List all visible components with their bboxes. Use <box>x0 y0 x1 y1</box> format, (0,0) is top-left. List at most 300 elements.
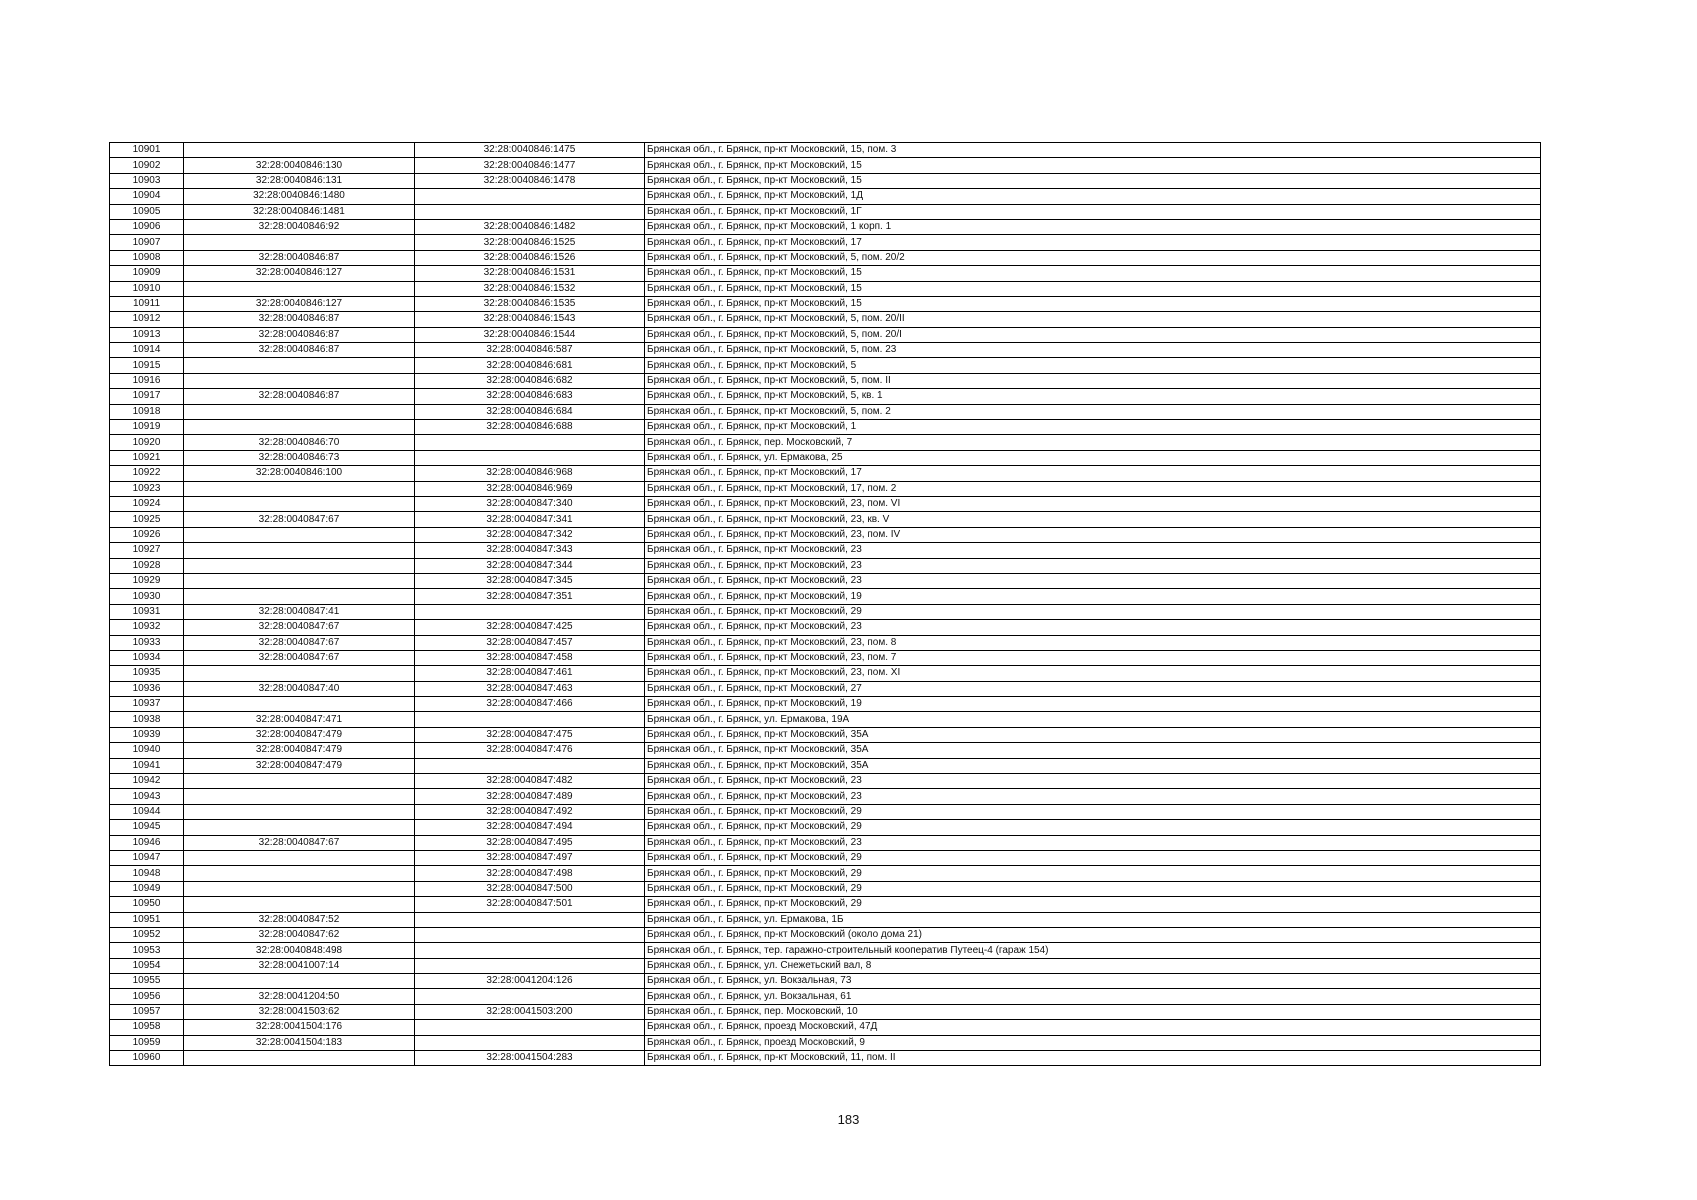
address-cell: Брянская обл., г. Брянск, пр-кт Московский, 15 <box>645 173 1541 188</box>
cadastral-number-cell <box>184 866 415 881</box>
table-row <box>110 389 1541 404</box>
row-number-cell: 10928 <box>110 558 184 573</box>
address-cell: Брянская обл., г. Брянск, пр-кт Московский, 19 <box>645 697 1541 712</box>
table-row <box>110 312 1541 327</box>
table-row <box>110 758 1541 773</box>
cadastral-number-cell: 32:28:0040847:67 <box>184 835 415 850</box>
row-number-cell: 10917 <box>110 389 184 404</box>
row-number-cell: 10939 <box>110 727 184 742</box>
row-number-cell: 10946 <box>110 835 184 850</box>
table-row <box>110 1020 1541 1035</box>
address-cell: Брянская обл., г. Брянск, ул. Вокзальная, 73 <box>645 974 1541 989</box>
address-cell: Брянская обл., г. Брянск, пр-кт Московский, 27 <box>645 681 1541 696</box>
row-number-cell: 10914 <box>110 343 184 358</box>
row-number-cell: 10904 <box>110 189 184 204</box>
table-row <box>110 943 1541 958</box>
cadastral-number-cell <box>184 143 415 158</box>
row-number-cell: 10949 <box>110 881 184 896</box>
object-cadastral-number-cell: 32:28:0040847:351 <box>415 589 645 604</box>
table-row <box>110 927 1541 942</box>
row-number-cell: 10925 <box>110 512 184 527</box>
object-cadastral-number-cell: 32:28:0040846:681 <box>415 358 645 373</box>
object-cadastral-number-cell: 32:28:0040847:340 <box>415 496 645 511</box>
row-number-cell: 10929 <box>110 573 184 588</box>
address-cell: Брянская обл., г. Брянск, пр-кт Московский, 17 <box>645 466 1541 481</box>
row-number-cell: 10906 <box>110 219 184 234</box>
object-cadastral-number-cell: 32:28:0040847:476 <box>415 743 645 758</box>
row-number-cell: 10907 <box>110 235 184 250</box>
table-row <box>110 527 1541 542</box>
table-row <box>110 712 1541 727</box>
cadastral-number-cell: 32:28:0040846:87 <box>184 327 415 342</box>
table-row <box>110 820 1541 835</box>
table-row <box>110 327 1541 342</box>
cadastral-number-cell: 32:28:0040847:67 <box>184 620 415 635</box>
address-cell: Брянская обл., г. Брянск, пр-кт Московский, 29 <box>645 881 1541 896</box>
table-row <box>110 358 1541 373</box>
cadastral-number-cell: 32:28:0040847:471 <box>184 712 415 727</box>
object-cadastral-number-cell <box>415 758 645 773</box>
object-cadastral-number-cell <box>415 450 645 465</box>
cadastral-number-cell: 32:28:0040846:1481 <box>184 204 415 219</box>
cadastral-number-cell: 32:28:0040846:1480 <box>184 189 415 204</box>
address-cell: Брянская обл., г. Брянск, пр-кт Московский, 29 <box>645 866 1541 881</box>
object-cadastral-number-cell: 32:28:0040846:1525 <box>415 235 645 250</box>
cadastral-number-cell <box>184 789 415 804</box>
row-number-cell: 10901 <box>110 143 184 158</box>
cadastral-number-cell: 32:28:0040847:67 <box>184 650 415 665</box>
row-number-cell: 10956 <box>110 989 184 1004</box>
object-cadastral-number-cell <box>415 189 645 204</box>
table-row <box>110 620 1541 635</box>
document-sheet <box>109 142 1540 1066</box>
row-number-cell: 10941 <box>110 758 184 773</box>
table-row <box>110 1051 1541 1066</box>
cadastral-number-cell: 32:28:0041504:176 <box>184 1020 415 1035</box>
address-cell: Брянская обл., г. Брянск, пр-кт Московский, 5, пом. II <box>645 373 1541 388</box>
table-row <box>110 404 1541 419</box>
cadastral-number-cell: 32:28:0040846:127 <box>184 296 415 311</box>
table-row <box>110 850 1541 865</box>
object-cadastral-number-cell: 32:28:0040846:1544 <box>415 327 645 342</box>
table-row <box>110 296 1541 311</box>
row-number-cell: 10924 <box>110 496 184 511</box>
table-row <box>110 743 1541 758</box>
address-cell: Брянская обл., г. Брянск, ул. Ермакова, 19А <box>645 712 1541 727</box>
object-cadastral-number-cell: 32:28:0041204:126 <box>415 974 645 989</box>
cadastral-number-cell <box>184 589 415 604</box>
table-row <box>110 866 1541 881</box>
row-number-cell: 10958 <box>110 1020 184 1035</box>
row-number-cell: 10921 <box>110 450 184 465</box>
object-cadastral-number-cell: 32:28:0040847:458 <box>415 650 645 665</box>
table-row <box>110 774 1541 789</box>
row-number-cell: 10948 <box>110 866 184 881</box>
cadastral-number-cell <box>184 897 415 912</box>
table-row <box>110 143 1541 158</box>
table-row <box>110 189 1541 204</box>
object-cadastral-number-cell <box>415 958 645 973</box>
table-row <box>110 204 1541 219</box>
cadastral-number-cell: 32:28:0040846:87 <box>184 250 415 265</box>
table-row <box>110 635 1541 650</box>
table-row <box>110 589 1541 604</box>
row-number-cell: 10908 <box>110 250 184 265</box>
address-cell: Брянская обл., г. Брянск, пр-кт Московский, 1Г <box>645 204 1541 219</box>
row-number-cell: 10909 <box>110 266 184 281</box>
object-cadastral-number-cell: 32:28:0040846:684 <box>415 404 645 419</box>
cadastral-number-cell: 32:28:0040846:87 <box>184 389 415 404</box>
cadastral-number-cell <box>184 1051 415 1066</box>
row-number-cell: 10932 <box>110 620 184 635</box>
address-cell: Брянская обл., г. Брянск, пр-кт Московский, 1Д <box>645 189 1541 204</box>
row-number-cell: 10910 <box>110 281 184 296</box>
cadastral-number-cell: 32:28:0040848:498 <box>184 943 415 958</box>
row-number-cell: 10959 <box>110 1035 184 1050</box>
address-cell: Брянская обл., г. Брянск, пр-кт Московский, 29 <box>645 897 1541 912</box>
cadastral-number-cell: 32:28:0040847:479 <box>184 743 415 758</box>
row-number-cell: 10930 <box>110 589 184 604</box>
address-cell: Брянская обл., г. Брянск, тер. гаражно-строительный кооператив Путеец-4 (гараж 154) <box>645 943 1541 958</box>
row-number-cell: 10943 <box>110 789 184 804</box>
row-number-cell: 10955 <box>110 974 184 989</box>
address-cell: Брянская обл., г. Брянск, пр-кт Московский, 29 <box>645 604 1541 619</box>
object-cadastral-number-cell: 32:28:0040846:688 <box>415 420 645 435</box>
address-cell: Брянская обл., г. Брянск, пр-кт Московский, 15 <box>645 158 1541 173</box>
cadastral-number-cell: 32:28:0040846:87 <box>184 312 415 327</box>
cadastral-number-cell <box>184 496 415 511</box>
address-cell: Брянская обл., г. Брянск, пр-кт Московский, 17 <box>645 235 1541 250</box>
table-row <box>110 235 1541 250</box>
object-cadastral-number-cell <box>415 989 645 1004</box>
table-row <box>110 573 1541 588</box>
object-cadastral-number-cell: 32:28:0040847:501 <box>415 897 645 912</box>
table-row <box>110 250 1541 265</box>
object-cadastral-number-cell <box>415 435 645 450</box>
row-number-cell: 10913 <box>110 327 184 342</box>
row-number-cell: 10916 <box>110 373 184 388</box>
cadastral-number-cell: 32:28:0040846:73 <box>184 450 415 465</box>
address-cell: Брянская обл., г. Брянск, пр-кт Московский, 23, пом. 8 <box>645 635 1541 650</box>
address-cell: Брянская обл., г. Брянск, ул. Ермакова, 25 <box>645 450 1541 465</box>
address-cell: Брянская обл., г. Брянск, проезд Московский, 9 <box>645 1035 1541 1050</box>
row-number-cell: 10935 <box>110 666 184 681</box>
object-cadastral-number-cell: 32:28:0040847:466 <box>415 697 645 712</box>
object-cadastral-number-cell: 32:28:0041504:283 <box>415 1051 645 1066</box>
address-cell: Брянская обл., г. Брянск, пр-кт Московский, 29 <box>645 820 1541 835</box>
table-row <box>110 650 1541 665</box>
address-cell: Брянская обл., г. Брянск, пр-кт Московский, 1 корп. 1 <box>645 219 1541 234</box>
address-cell: Брянская обл., г. Брянск, ул. Снежетьский вал, 8 <box>645 958 1541 973</box>
cadastral-number-cell <box>184 404 415 419</box>
object-cadastral-number-cell: 32:28:0040847:344 <box>415 558 645 573</box>
address-cell: Брянская обл., г. Брянск, пр-кт Московский, 23 <box>645 789 1541 804</box>
address-cell: Брянская обл., г. Брянск, пр-кт Московский, 35А <box>645 743 1541 758</box>
object-cadastral-number-cell: 32:28:0040846:1531 <box>415 266 645 281</box>
address-cell: Брянская обл., г. Брянск, пр-кт Московский, 23, пом. XI <box>645 666 1541 681</box>
cadastral-number-cell <box>184 820 415 835</box>
cadastral-number-cell: 32:28:0040847:67 <box>184 512 415 527</box>
row-number-cell: 10952 <box>110 927 184 942</box>
cadastral-number-cell <box>184 527 415 542</box>
address-cell: Брянская обл., г. Брянск, пер. Московский, 10 <box>645 1004 1541 1019</box>
address-cell: Брянская обл., г. Брянск, пр-кт Московский, 11, пом. II <box>645 1051 1541 1066</box>
row-number-cell: 10905 <box>110 204 184 219</box>
address-cell: Брянская обл., г. Брянск, пр-кт Московский, 5, пом. 23 <box>645 343 1541 358</box>
row-number-cell: 10912 <box>110 312 184 327</box>
object-cadastral-number-cell: 32:28:0040847:461 <box>415 666 645 681</box>
cadastral-number-cell: 32:28:0040846:92 <box>184 219 415 234</box>
table-row <box>110 958 1541 973</box>
cadastral-number-cell: 32:28:0040847:40 <box>184 681 415 696</box>
cadastral-number-cell: 32:28:0040847:41 <box>184 604 415 619</box>
address-cell: Брянская обл., г. Брянск, пр-кт Московский, 5, пом. 20/2 <box>645 250 1541 265</box>
address-cell: Брянская обл., г. Брянск, ул. Ермакова, 1Б <box>645 912 1541 927</box>
row-number-cell: 10927 <box>110 543 184 558</box>
row-number-cell: 10919 <box>110 420 184 435</box>
cadastral-number-cell <box>184 573 415 588</box>
object-cadastral-number-cell <box>415 927 645 942</box>
object-cadastral-number-cell: 32:28:0040846:1543 <box>415 312 645 327</box>
object-cadastral-number-cell: 32:28:0040846:969 <box>415 481 645 496</box>
address-cell: Брянская обл., г. Брянск, пр-кт Московский, 23, пом. VI <box>645 496 1541 511</box>
object-cadastral-number-cell: 32:28:0040846:1526 <box>415 250 645 265</box>
records-table <box>109 142 1541 1066</box>
address-cell: Брянская обл., г. Брянск, пр-кт Московский, 23, пом. 7 <box>645 650 1541 665</box>
row-number-cell: 10954 <box>110 958 184 973</box>
address-cell: Брянская обл., г. Брянск, пр-кт Московский, 15, пом. 3 <box>645 143 1541 158</box>
address-cell: Брянская обл., г. Брянск, пр-кт Московский, 15 <box>645 296 1541 311</box>
table-row <box>110 481 1541 496</box>
cadastral-number-cell: 32:28:0040846:70 <box>184 435 415 450</box>
table-row <box>110 343 1541 358</box>
address-cell: Брянская обл., г. Брянск, пр-кт Московский, 23 <box>645 774 1541 789</box>
address-cell: Брянская обл., г. Брянск, пр-кт Московский, 35А <box>645 727 1541 742</box>
table-row <box>110 727 1541 742</box>
row-number-cell: 10911 <box>110 296 184 311</box>
row-number-cell: 10951 <box>110 912 184 927</box>
cadastral-number-cell <box>184 420 415 435</box>
object-cadastral-number-cell: 32:28:0040847:498 <box>415 866 645 881</box>
cadastral-number-cell <box>184 850 415 865</box>
object-cadastral-number-cell: 32:28:0040847:482 <box>415 774 645 789</box>
row-number-cell: 10923 <box>110 481 184 496</box>
row-number-cell: 10920 <box>110 435 184 450</box>
row-number-cell: 10938 <box>110 712 184 727</box>
table-row <box>110 681 1541 696</box>
cadastral-number-cell: 32:28:0040846:87 <box>184 343 415 358</box>
address-cell: Брянская обл., г. Брянск, пр-кт Московский, 15 <box>645 281 1541 296</box>
cadastral-number-cell: 32:28:0040846:130 <box>184 158 415 173</box>
object-cadastral-number-cell <box>415 604 645 619</box>
object-cadastral-number-cell: 32:28:0040846:682 <box>415 373 645 388</box>
cadastral-number-cell <box>184 804 415 819</box>
table-row <box>110 1004 1541 1019</box>
row-number-cell: 10922 <box>110 466 184 481</box>
table-row <box>110 496 1541 511</box>
cadastral-number-cell: 32:28:0040846:100 <box>184 466 415 481</box>
table-row <box>110 974 1541 989</box>
address-cell: Брянская обл., г. Брянск, пр-кт Московский, 5, пом. 20/I <box>645 327 1541 342</box>
table-row <box>110 373 1541 388</box>
row-number-cell: 10903 <box>110 173 184 188</box>
address-cell: Брянская обл., г. Брянск, пр-кт Московский, 23 <box>645 835 1541 850</box>
row-number-cell: 10945 <box>110 820 184 835</box>
table-row <box>110 804 1541 819</box>
cadastral-number-cell <box>184 235 415 250</box>
table-row <box>110 420 1541 435</box>
address-cell: Брянская обл., г. Брянск, пр-кт Московский, 17, пом. 2 <box>645 481 1541 496</box>
address-cell: Брянская обл., г. Брянск, пр-кт Московский, 5 <box>645 358 1541 373</box>
object-cadastral-number-cell: 32:28:0040847:492 <box>415 804 645 819</box>
cadastral-number-cell: 32:28:0041007:14 <box>184 958 415 973</box>
address-cell: Брянская обл., г. Брянск, пр-кт Московский, 15 <box>645 266 1541 281</box>
address-cell: Брянская обл., г. Брянск, проезд Московский, 47Д <box>645 1020 1541 1035</box>
cadastral-number-cell: 32:28:0040847:479 <box>184 727 415 742</box>
table-row <box>110 558 1541 573</box>
cadastral-number-cell <box>184 358 415 373</box>
table-row <box>110 604 1541 619</box>
table-row <box>110 835 1541 850</box>
row-number-cell: 10944 <box>110 804 184 819</box>
table-row <box>110 435 1541 450</box>
object-cadastral-number-cell: 32:28:0040846:1475 <box>415 143 645 158</box>
address-cell: Брянская обл., г. Брянск, пер. Московский, 7 <box>645 435 1541 450</box>
object-cadastral-number-cell <box>415 712 645 727</box>
object-cadastral-number-cell: 32:28:0040847:463 <box>415 681 645 696</box>
row-number-cell: 10915 <box>110 358 184 373</box>
cadastral-number-cell: 32:28:0040846:127 <box>184 266 415 281</box>
address-cell: Брянская обл., г. Брянск, пр-кт Московский, 23 <box>645 573 1541 588</box>
row-number-cell: 10953 <box>110 943 184 958</box>
cadastral-number-cell <box>184 881 415 896</box>
table-row <box>110 466 1541 481</box>
cadastral-number-cell <box>184 481 415 496</box>
address-cell: Брянская обл., г. Брянск, ул. Вокзальная, 61 <box>645 989 1541 1004</box>
address-cell: Брянская обл., г. Брянск, пр-кт Московский, 19 <box>645 589 1541 604</box>
table-row <box>110 450 1541 465</box>
object-cadastral-number-cell: 32:28:0040846:1535 <box>415 296 645 311</box>
table-row <box>110 173 1541 188</box>
object-cadastral-number-cell: 32:28:0040847:343 <box>415 543 645 558</box>
object-cadastral-number-cell: 32:28:0040846:968 <box>415 466 645 481</box>
address-cell: Брянская обл., г. Брянск, пр-кт Московский, 29 <box>645 850 1541 865</box>
object-cadastral-number-cell: 32:28:0040847:489 <box>415 789 645 804</box>
row-number-cell: 10937 <box>110 697 184 712</box>
row-number-cell: 10934 <box>110 650 184 665</box>
object-cadastral-number-cell: 32:28:0040847:425 <box>415 620 645 635</box>
cadastral-number-cell: 32:28:0040847:67 <box>184 635 415 650</box>
address-cell: Брянская обл., г. Брянск, пр-кт Московский, 29 <box>645 804 1541 819</box>
object-cadastral-number-cell <box>415 1020 645 1035</box>
row-number-cell: 10936 <box>110 681 184 696</box>
object-cadastral-number-cell: 32:28:0040847:494 <box>415 820 645 835</box>
cadastral-number-cell: 32:28:0041204:50 <box>184 989 415 1004</box>
cadastral-number-cell <box>184 697 415 712</box>
table-row <box>110 881 1541 896</box>
row-number-cell: 10931 <box>110 604 184 619</box>
table-row <box>110 666 1541 681</box>
cadastral-number-cell: 32:28:0040847:479 <box>184 758 415 773</box>
row-number-cell: 10940 <box>110 743 184 758</box>
object-cadastral-number-cell <box>415 1035 645 1050</box>
table-row <box>110 512 1541 527</box>
table-row <box>110 912 1541 927</box>
table-row <box>110 266 1541 281</box>
object-cadastral-number-cell: 32:28:0040847:475 <box>415 727 645 742</box>
table-row <box>110 158 1541 173</box>
page-number: 183 <box>837 1112 860 1127</box>
object-cadastral-number-cell: 32:28:0040847:342 <box>415 527 645 542</box>
cadastral-number-cell <box>184 974 415 989</box>
row-number-cell: 10926 <box>110 527 184 542</box>
row-number-cell: 10960 <box>110 1051 184 1066</box>
row-number-cell: 10942 <box>110 774 184 789</box>
table-row <box>110 697 1541 712</box>
cadastral-number-cell: 32:28:0040847:52 <box>184 912 415 927</box>
address-cell: Брянская обл., г. Брянск, пр-кт Московский, 1 <box>645 420 1541 435</box>
row-number-cell: 10902 <box>110 158 184 173</box>
address-cell: Брянская обл., г. Брянск, пр-кт Московский, 23, пом. IV <box>645 527 1541 542</box>
address-cell: Брянская обл., г. Брянск, пр-кт Московский, 23, кв. V <box>645 512 1541 527</box>
records-table-body <box>110 143 1541 1066</box>
object-cadastral-number-cell: 32:28:0040847:500 <box>415 881 645 896</box>
address-cell: Брянская обл., г. Брянск, пр-кт Московский, 5, пом. 20/II <box>645 312 1541 327</box>
object-cadastral-number-cell <box>415 912 645 927</box>
object-cadastral-number-cell: 32:28:0040847:457 <box>415 635 645 650</box>
table-row <box>110 1035 1541 1050</box>
cadastral-number-cell <box>184 666 415 681</box>
cadastral-number-cell <box>184 543 415 558</box>
row-number-cell: 10918 <box>110 404 184 419</box>
object-cadastral-number-cell: 32:28:0040847:341 <box>415 512 645 527</box>
address-cell: Брянская обл., г. Брянск, пр-кт Московский (около дома 21) <box>645 927 1541 942</box>
object-cadastral-number-cell: 32:28:0040847:345 <box>415 573 645 588</box>
row-number-cell: 10950 <box>110 897 184 912</box>
address-cell: Брянская обл., г. Брянск, пр-кт Московский, 23 <box>645 543 1541 558</box>
address-cell: Брянская обл., г. Брянск, пр-кт Московский, 23 <box>645 620 1541 635</box>
address-cell: Брянская обл., г. Брянск, пр-кт Московский, 5, пом. 2 <box>645 404 1541 419</box>
object-cadastral-number-cell: 32:28:0040846:587 <box>415 343 645 358</box>
cadastral-number-cell <box>184 774 415 789</box>
cadastral-number-cell: 32:28:0040846:131 <box>184 173 415 188</box>
object-cadastral-number-cell: 32:28:0040847:497 <box>415 850 645 865</box>
object-cadastral-number-cell: 32:28:0040847:495 <box>415 835 645 850</box>
cadastral-number-cell: 32:28:0041504:183 <box>184 1035 415 1050</box>
object-cadastral-number-cell: 32:28:0040846:1532 <box>415 281 645 296</box>
table-row <box>110 897 1541 912</box>
address-cell: Брянская обл., г. Брянск, пр-кт Московский, 23 <box>645 558 1541 573</box>
object-cadastral-number-cell: 32:28:0040846:683 <box>415 389 645 404</box>
cadastral-number-cell: 32:28:0040847:62 <box>184 927 415 942</box>
cadastral-number-cell <box>184 558 415 573</box>
object-cadastral-number-cell <box>415 943 645 958</box>
address-cell: Брянская обл., г. Брянск, пр-кт Московский, 5, кв. 1 <box>645 389 1541 404</box>
object-cadastral-number-cell: 32:28:0040846:1477 <box>415 158 645 173</box>
address-cell: Брянская обл., г. Брянск, пр-кт Московский, 35А <box>645 758 1541 773</box>
cadastral-number-cell <box>184 281 415 296</box>
cadastral-number-cell: 32:28:0041503:62 <box>184 1004 415 1019</box>
row-number-cell: 10957 <box>110 1004 184 1019</box>
table-row <box>110 543 1541 558</box>
cadastral-number-cell <box>184 373 415 388</box>
row-number-cell: 10947 <box>110 850 184 865</box>
object-cadastral-number-cell: 32:28:0040846:1482 <box>415 219 645 234</box>
object-cadastral-number-cell: 32:28:0040846:1478 <box>415 173 645 188</box>
table-row <box>110 989 1541 1004</box>
table-row <box>110 281 1541 296</box>
object-cadastral-number-cell: 32:28:0041503:200 <box>415 1004 645 1019</box>
